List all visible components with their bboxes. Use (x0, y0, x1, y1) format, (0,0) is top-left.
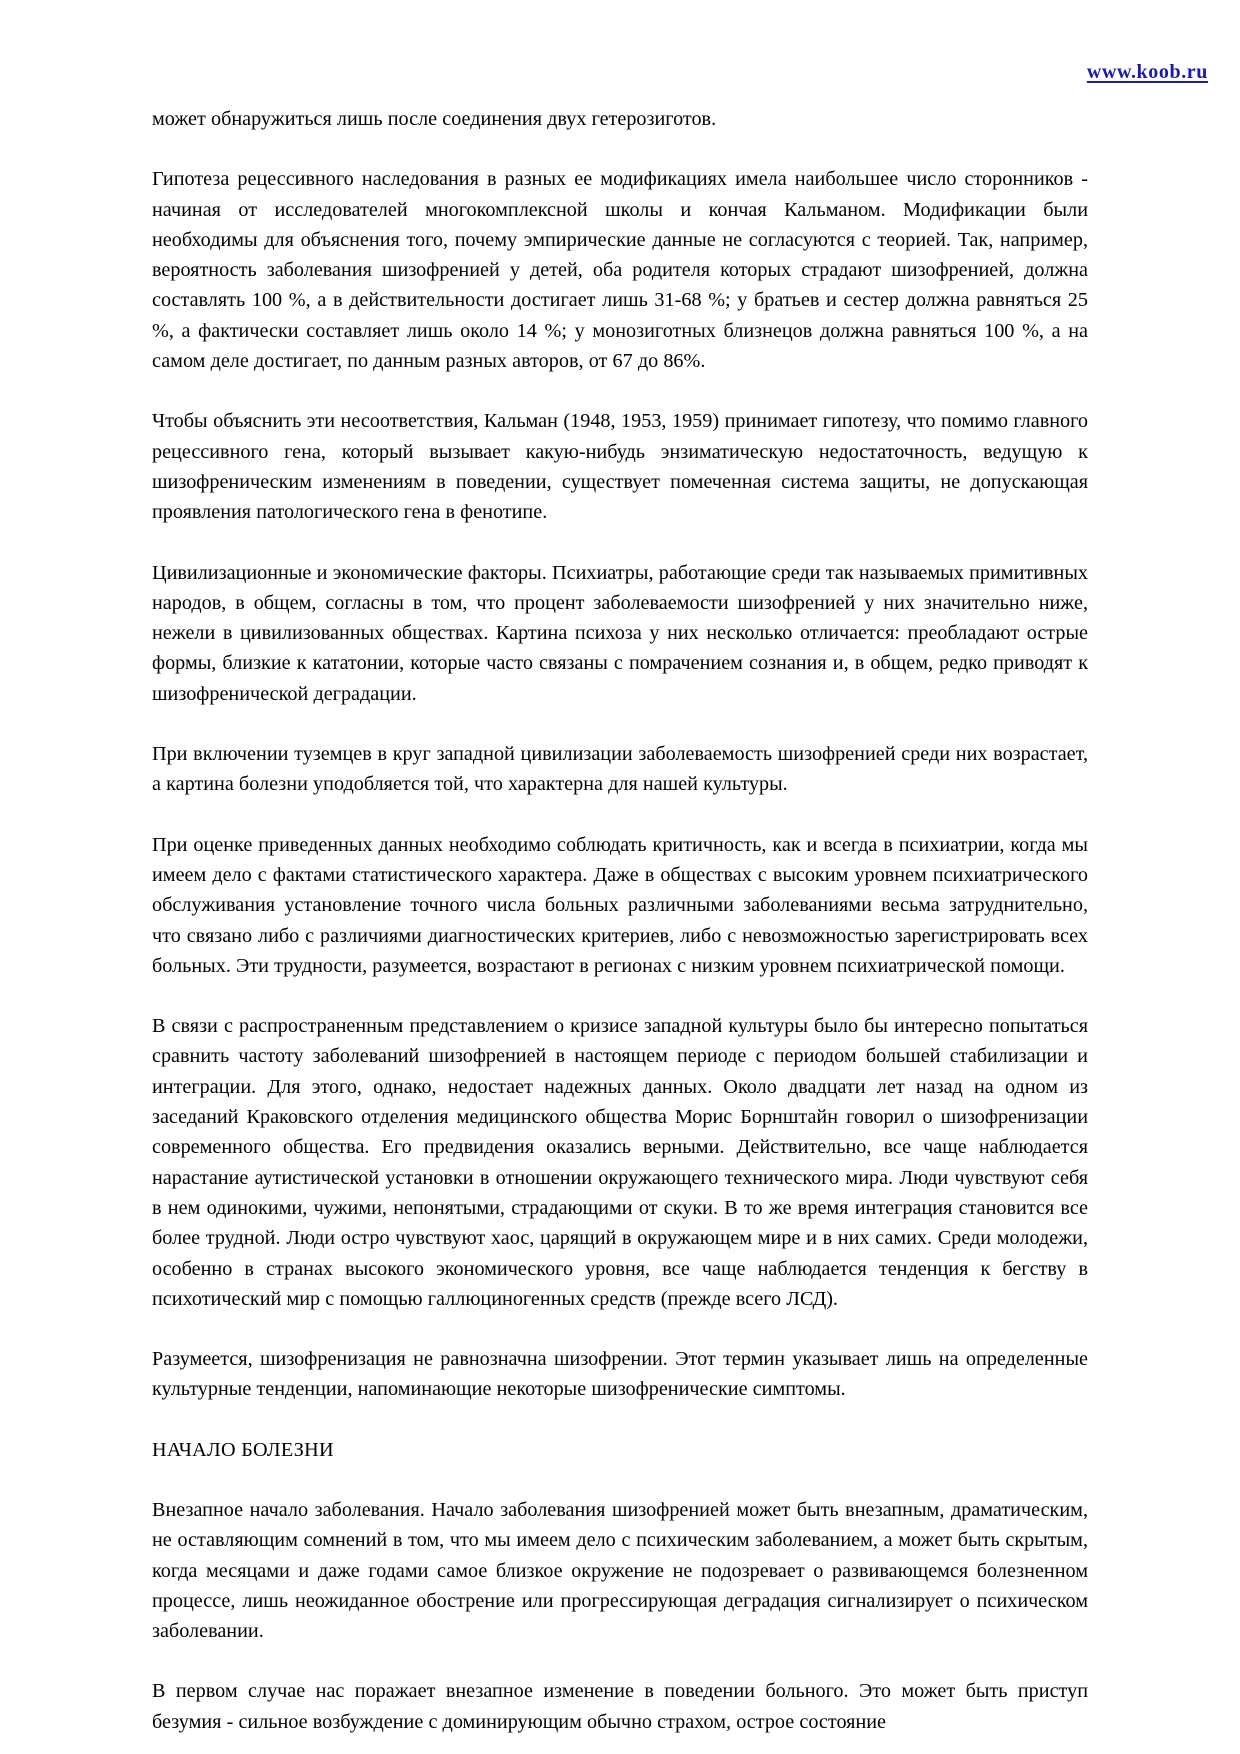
paragraph-spacer (152, 134, 1088, 164)
paragraph-sudden-onset: Внезапное начало заболевания. Начало заболевания шизофренией может быть внезапным, драматическим, не оставляющим сомнений в том, что мы имеем дело с психическим заболеванием, а может быть скрытым, когда месяцами и даже годами самое близкое окружение не подозревает о развивающемся болезненном процессе, лишь неожиданное обострение или прогрессирующая деградация сигнализирует о психическом заболевании. (152, 1498, 1088, 1643)
paragraph-schizophrenization-note: Разумеется, шизофренизация не равнозначна шизофрении. Этот термин указывает лишь на определенные культурные тенденции, напоминающие некоторые шизофренические симптомы. (152, 1348, 1088, 1401)
paragraph-spacer (152, 800, 1088, 830)
paragraph-first-case: В первом случае нас поражает внезапное изменение в поведении больного. Это может быть приступ безумия - сильное возбуждение с доминирующим обычно страхом, острое состояние (152, 1680, 1088, 1733)
paragraph-spacer (152, 1646, 1088, 1676)
paragraph-spacer (152, 709, 1088, 739)
page-header (0, 0, 1240, 96)
paragraph-spacer (152, 1465, 1088, 1495)
paragraph-western-culture-crisis: В связи с распространенным представлением о кризисе западной культуры было бы интересно попытаться сравнить частоту заболеваний шизофренией в настоящем периоде с периодом большей стабилизации и интеграции. Для этого, однако, недостает надежных данных. Около двадцати лет назад на одном из заседаний Краковского отделения медицинского общества Морис Борнштайн говорил о шизофренизации современного общества. Его предвидения оказались верными. Действительно, все чаще наблюдается нарастание аутистической установки в отношении окружающего технического мира. Люди чувствуют себя в нем одинокими, чужими, непонятыми, страдающими от скуки. В то же время интеграция становится все более трудной. Люди остро чувствуют хаос, царящий в окружающем мире и в них самих. Среди молодежи, особенно в странах высокого экономического уровня, все чаще наблюдается тенденция к бегству в психотический мир с помощью галлюциногенных средств (прежде всего ЛСД). (152, 1015, 1088, 1310)
paragraph-natives-western-civilization: При включении туземцев в круг западной цивилизации заболеваемость шизофренией среди них возрастает, а картина болезни уподобляется той, что характерна для нашей культуры. (152, 743, 1088, 796)
paragraph-kalman: Чтобы объяснить эти несоответствия, Кальман (1948, 1953, 1959) принимает гипотезу, что помимо главного рецессивного гена, который вызывает какую-нибудь энзиматическую недостаточность, ведущую к шизофреническим изменениям в поведении, существует помеченная система защиты, не допускающая проявления патологического гена в фенотипе. (152, 410, 1088, 524)
koob-site-link[interactable]: www.koob.ru (1086, 61, 1208, 83)
section-heading-onset-of-disease: НАЧАЛО БОЛЕЗНИ (152, 1438, 334, 1461)
paragraph-spacer (152, 1405, 1088, 1435)
paragraph-spacer (152, 1314, 1088, 1344)
paragraph-spacer (152, 981, 1088, 1011)
paragraph-spacer (152, 376, 1088, 406)
paragraph-spacer (152, 528, 1088, 558)
paragraph-continuation: может обнаружиться лишь после соединения двух гетерозиготов. (152, 108, 717, 130)
document-body (152, 104, 1088, 1737)
paragraph-critical-evaluation: При оценке приведенных данных необходимо соблюдать критичность, как и всегда в психиатрии, когда мы имеем дело с фактами статистического характера. Даже в обществах с высоким уровнем психиатрического обслуживания установление точного числа больных различными заболеваниями весьма затруднительно, что связано либо с различиями диагностических критериев, либо с невозможностью зарегистрировать всех больных. Эти трудности, разумеется, возрастают в регионах с низким уровнем психиатрической помощи. (152, 833, 1088, 977)
paragraph-civilization-factors: Цивилизационные и экономические факторы. Психиатры, работающие среди так называемых примитивных народов, в общем, согласны в том, что процент заболеваемости шизофренией у них значительно ниже, нежели в цивилизованных обществах. Картина психоза у них несколько отличается: преобладают острые формы, близкие к кататонии, которые часто связаны с помрачением сознания и, в общем, редко приводят к шизофренической деградации. (152, 561, 1088, 705)
paragraph-recessive-hypothesis: Гипотеза рецессивного наследования в разных ее модификациях имела наибольшее число сторонников - начиная от исследователей многокомплексной школы и кончая Кальманом. Модификации были необходимы для объяснения того, почему эмпирические данные не согласуются с теорией. Так, например, вероятность заболевания шизофренией у детей, оба родителя которых страдают шизофренией, должна составлять 100 %, а в действительности достигает лишь 31-68 %; у братьев и сестер должна равняться 25 %, а фактически составляет лишь около 14 %; у монозиготных близнецов должна равняться 100 %, а на самом деле достигает, по данным разных авторов, от 67 до 86%. (152, 168, 1088, 373)
